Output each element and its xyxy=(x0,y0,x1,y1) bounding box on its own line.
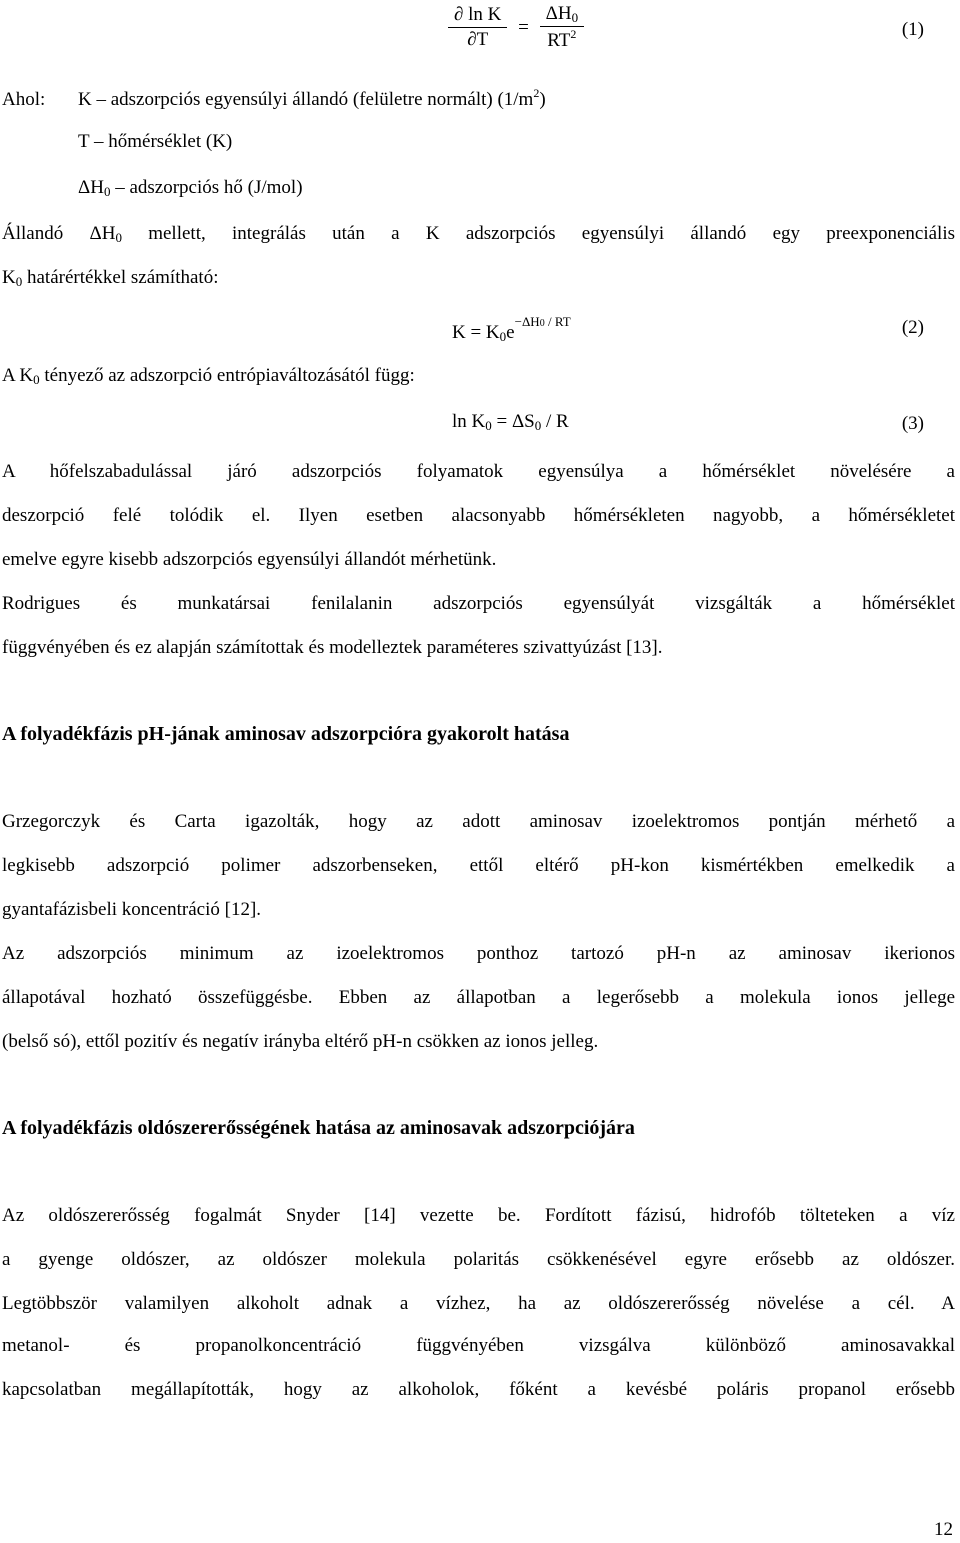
definition-k-text: K – adszorpciós egyensúlyi állandó (felületre normált) (1/m xyxy=(78,89,534,110)
para7-line: a gyenge oldószer, az oldószer molekula polaritás csökkenésével egyre erősebb az oldószer. xyxy=(2,1249,955,1270)
eq1-right-numerator xyxy=(540,2,584,27)
eq1-right-fraction xyxy=(540,2,584,53)
para2 xyxy=(2,364,415,388)
eq2-k-sub: 0 xyxy=(499,329,507,344)
para7-line: metanol- és propanolkoncentráció függvényében vizsgálva különböző aminosavakkal xyxy=(2,1335,955,1356)
eq2-exp-sub: 0 xyxy=(539,318,545,329)
eq1-left-fraction xyxy=(448,3,507,52)
definition-h-symbol: ΔH xyxy=(78,177,104,198)
definition-k xyxy=(2,86,546,112)
eq1-number: (1) xyxy=(901,19,924,40)
definition-h xyxy=(78,176,303,200)
para2-b: tényező az adszorpció entrópiaváltozásától függ: xyxy=(39,365,415,386)
eq3-c: / R xyxy=(541,411,569,432)
equation-3 xyxy=(452,410,569,434)
definition-k-end: ) xyxy=(539,89,546,110)
para1-line2 xyxy=(2,266,218,290)
para5-line: Grzegorczyk és Carta igazolták, hogy az adott aminosav izoelektromos pontján mérhető a xyxy=(2,811,955,832)
definition-t-text: T – hőmérséklet (K) xyxy=(78,131,233,152)
eq3-number: (3) xyxy=(901,413,924,434)
para1-line2-b: határértékkel számítható: xyxy=(22,267,219,288)
definition-h-sub: 0 xyxy=(103,184,111,199)
eq1-left-numerator: ∂ ln K xyxy=(448,3,507,28)
definition-k-sup: 2 xyxy=(533,86,540,100)
eq1-equals: = xyxy=(518,16,529,38)
para1-line2-sub: 0 xyxy=(15,274,23,289)
eq3-sub2: 0 xyxy=(534,418,542,433)
para2-a: A K xyxy=(2,365,34,386)
para2-sub: 0 xyxy=(33,372,40,387)
eq2-number: (2) xyxy=(901,317,924,338)
definitions-intro: Ahol: xyxy=(2,89,46,110)
eq1-left-denominator: ∂T xyxy=(467,29,489,50)
eq2-exponent xyxy=(515,314,571,329)
eq1-rt: RT xyxy=(547,30,571,52)
para5-line: legkisebb adszorpció polimer adszorbenseken, ettől eltérő pH-kon kismértékben emelkedik a xyxy=(2,855,955,876)
eq3-b: = ΔS xyxy=(491,411,535,432)
eq1-sub: 0 xyxy=(571,10,579,25)
para4-line: függvényében és ez alapján számítottak és modelleztek paraméteres szivattyúzást [13]. xyxy=(2,637,663,658)
para3-line: emelve egyre kisebb adszorpciós egyensúlyi állandót mérhetünk. xyxy=(2,549,497,570)
eq2-exp-end: / RT xyxy=(544,314,571,329)
para3-line: A hőfelszabadulással járó adszorpciós folyamatok egyensúlya a hőmérséklet növelésére a xyxy=(2,461,955,482)
definition-t xyxy=(78,130,232,154)
eq1-delta-h: ΔH xyxy=(545,3,572,24)
section-heading-ph: A folyadékfázis pH-jának aminosav adszorpcióra gyakorolt hatása xyxy=(2,723,570,745)
para4-line: Rodrigues és munkatársai fenilalanin adszorpciós egyensúlyát vizsgálták a hőmérséklet xyxy=(2,593,955,614)
eq2-lhs: K = K xyxy=(452,322,500,343)
para3-line: deszorpció felé tolódik el. Ilyen esetben alacsonyabb hőmérsékleten nagyobb, a hőmérsékletet xyxy=(2,505,955,526)
para7-line: Legtöbbször valamilyen alkoholt adnak a vízhez, ha az oldószererősség növelése a cél. A xyxy=(2,1293,955,1314)
para6-line: Az adszorpciós minimum az izoelektromos ponthoz tartozó pH-n az aminosav ikerionos xyxy=(2,943,955,964)
eq2-e: e xyxy=(506,322,515,343)
para6-line: állapotával hozható összefüggésbe. Ebben az állapotban a legerősebb a molekula ionos jellege xyxy=(2,987,955,1008)
eq1-right-denominator xyxy=(540,27,584,53)
para1-line1-a: Állandó ΔH xyxy=(2,223,116,244)
equation-1 xyxy=(448,2,584,53)
para1-line1-b: mellett, integrálás után a K adszorpciós egyensúlyi állandó egy preexponenciális xyxy=(121,223,956,244)
para7-line: kapcsolatban megállapították, hogy az alkoholok, főként a kevésbé poláris propanol erősebb xyxy=(2,1379,955,1400)
para1-line1-sub: 0 xyxy=(115,230,122,245)
page-number: 12 xyxy=(934,1519,953,1540)
definition-h-text: – adszorpciós hő (J/mol) xyxy=(110,177,303,198)
eq3-sub1: 0 xyxy=(485,418,492,433)
para1-line2-a: K xyxy=(2,267,16,288)
section-heading-solvent: A folyadékfázis oldószererősségének hatása az aminosavak adszorpciójára xyxy=(2,1117,635,1139)
eq3-a: ln K xyxy=(452,411,486,432)
para1-line1 xyxy=(2,222,955,246)
para5-line: gyantafázisbeli koncentráció [12]. xyxy=(2,899,262,920)
eq1-sup: 2 xyxy=(570,27,577,42)
para7-line: Az oldószererősség fogalmát Snyder [14] vezette be. Fordított fázisú, hidrofób tölteteken a víz xyxy=(2,1205,955,1226)
equation-2 xyxy=(452,314,571,345)
eq2-exp: −ΔH xyxy=(514,314,540,329)
para6-line: (belső só), ettől pozitív és negatív irányba eltérő pH-n csökken az ionos jelleg. xyxy=(2,1031,599,1052)
